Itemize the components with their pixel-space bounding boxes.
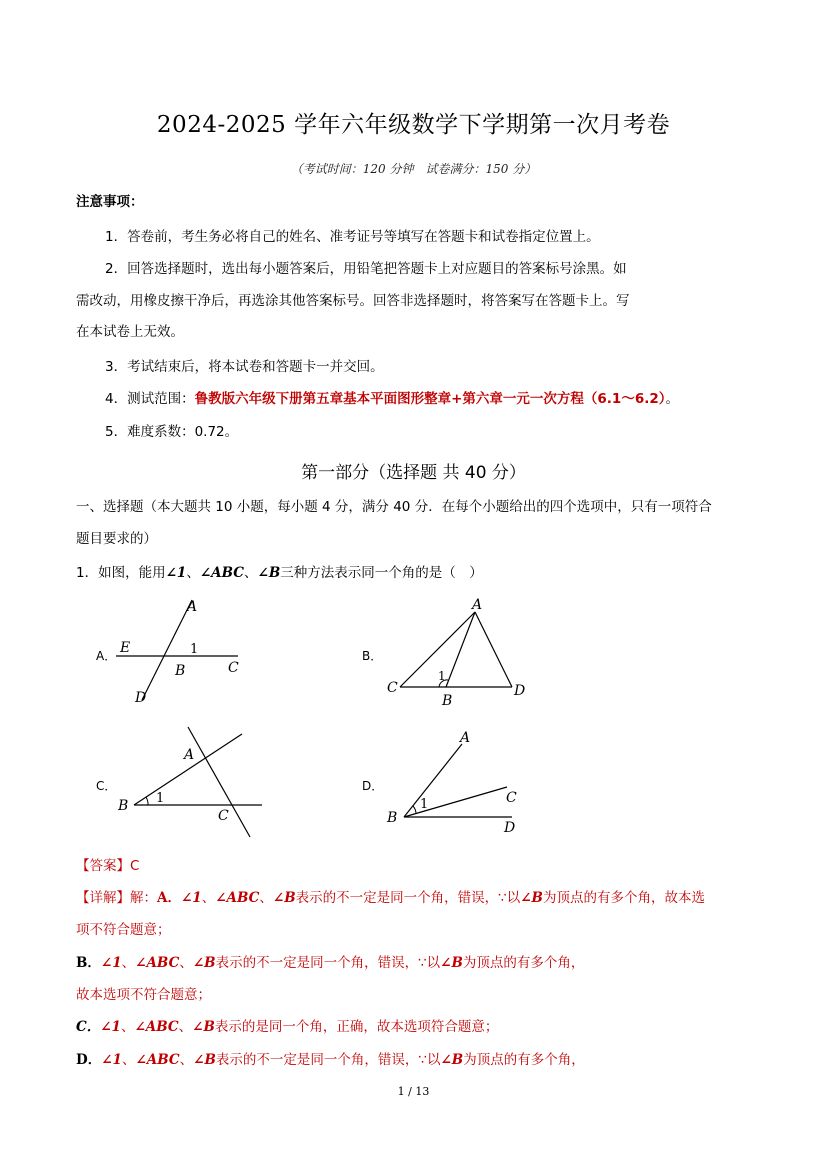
sep: 、	[121, 955, 136, 971]
answer-label: 【答案】C	[76, 858, 140, 874]
detail-mid: 表示的不一定是同一个角，错误，∵以	[295, 890, 521, 906]
sep: 、	[201, 890, 216, 906]
sep: 、	[178, 1019, 193, 1035]
notice-item-2-cont: 需改动，用橡皮擦干净后，再选涂其他答案标号。回答非选择题时，将答案写在答题卡上。写	[76, 293, 630, 309]
answer-detail-line5	[76, 1017, 498, 1037]
q1-sep: 、	[244, 565, 258, 581]
angle-1: ∠1	[100, 1019, 121, 1035]
figure-c	[112, 722, 272, 842]
notice-item-4	[105, 389, 679, 409]
q1-angle-1: ∠1	[165, 565, 187, 581]
figure-d	[382, 722, 532, 842]
angle-abc: ∠ABC	[135, 955, 180, 971]
angle-b: ∠B	[192, 955, 216, 971]
angle-b: ∠B	[272, 890, 296, 906]
svg-text:C: C	[387, 680, 398, 696]
svg-text:E: E	[120, 640, 131, 656]
notice-item-4-prefix: 4．测试范围：	[105, 391, 195, 407]
answer-detail-line6	[76, 1050, 585, 1070]
svg-text:A: A	[460, 730, 471, 746]
option-b-label: B．	[362, 649, 383, 663]
figure-a	[110, 595, 250, 710]
svg-text:A: A	[184, 747, 195, 763]
svg-text:1: 1	[438, 669, 446, 683]
page-number: 1 / 13	[397, 1085, 430, 1098]
section-title: 第一部分（选择题 共 40 分）	[301, 463, 526, 483]
angle-b: ∠B	[192, 1019, 215, 1035]
svg-text:1: 1	[420, 797, 429, 812]
notice-item-1: 1．答卷前，考生务必将自己的姓名、准考证号等填写在答题卡和试卷指定位置上。	[105, 229, 600, 245]
notice-item-3: 3．考试结束后，将本试卷和答题卡一并交回。	[105, 359, 384, 375]
angle-1: ∠1	[100, 955, 122, 971]
detail-mid: 表示的是同一个角，正确，故本选项符合题意；	[214, 1019, 499, 1035]
svg-text:1: 1	[190, 642, 199, 657]
option-d-label: D．	[362, 779, 384, 793]
answer-detail-line3	[76, 953, 584, 973]
angle-b: ∠B	[440, 955, 463, 971]
svg-text:D: D	[514, 683, 526, 699]
detail-label: 【详解】	[76, 890, 130, 906]
notice-item-2: 2．回答选择题时，选出每小题答案后，用铅笔把答题卡上对应题目的答案标号涂黑。如	[105, 261, 627, 277]
option-c-label: C．	[96, 779, 117, 793]
test-range: 鲁教版六年级下册第五章基本平面图形整章+第六章一元一次方程（6.1～6.2）	[194, 391, 666, 407]
option-d-ref: D．	[76, 1052, 102, 1068]
page-title: 2024-2025 学年六年级数学下学期第一次月考卷	[156, 112, 671, 138]
angle-abc: ∠ABC	[134, 1019, 179, 1035]
svg-text:A: A	[187, 599, 198, 615]
option-a-label: A．	[96, 649, 117, 663]
option-b-ref: B．	[76, 955, 101, 971]
notice-heading: 注意事项：	[76, 194, 144, 210]
option-a-ref: A．	[157, 890, 181, 906]
answer-detail-line1	[76, 888, 705, 908]
q1-angle-b: ∠B	[257, 565, 281, 581]
svg-text:A: A	[472, 597, 483, 613]
detail-prefix: 解：	[130, 890, 157, 906]
angle-b: ∠B	[440, 1052, 464, 1068]
angle-1: ∠1	[101, 1052, 122, 1068]
svg-text:1: 1	[156, 791, 165, 806]
notice-item-2-end: 在本试卷上无效。	[76, 324, 184, 340]
q1-angle-abc: ∠ABC	[199, 565, 245, 581]
detail-mid: 表示的不一定是同一个角，错误，∵以	[215, 955, 441, 971]
angle-1: ∠1	[180, 890, 202, 906]
svg-text:B: B	[387, 810, 398, 826]
option-c-ref: C．	[76, 1019, 101, 1035]
notice-item-5: 5．难度系数：0.72。	[105, 424, 239, 440]
sep: 、	[179, 1052, 194, 1068]
svg-text:B: B	[442, 693, 453, 709]
detail-end: 为顶点的有多个角，	[462, 955, 585, 971]
svg-text:C: C	[228, 660, 239, 676]
sep: 、	[121, 1052, 136, 1068]
svg-text:B: B	[175, 663, 186, 679]
svg-text:C: C	[218, 808, 229, 824]
section-intro-line2: 题目要求的）	[76, 531, 157, 547]
question-1-stem	[76, 563, 483, 583]
sep: 、	[120, 1019, 135, 1035]
answer-detail-line2: 项不符合题意；	[76, 922, 171, 938]
q1-prefix: 1．如图，能用	[76, 565, 166, 581]
angle-abc: ∠ABC	[135, 1052, 180, 1068]
detail-end: 为顶点的有多个角，故本选	[542, 890, 705, 906]
detail-end: 为顶点的有多个角，	[463, 1052, 585, 1068]
figure-b	[382, 595, 532, 710]
svg-text:B: B	[118, 798, 129, 814]
q1-sep: 、	[186, 565, 200, 581]
svg-text:D: D	[135, 690, 147, 706]
detail-mid: 表示的不一定是同一个角，错误，∵以	[215, 1052, 441, 1068]
answer-detail-line4: 故本选项不符合题意；	[76, 987, 211, 1003]
section-intro-line1: 一、选择题（本大题共 10 小题，每小题 4 分，满分 40 分．在每个小题给出的四个选项中，只有一项符合	[76, 499, 712, 515]
angle-b: ∠B	[520, 890, 543, 906]
sep: 、	[259, 890, 273, 906]
q1-suffix: 三种方法表示同一个角的是（ ）	[280, 565, 483, 581]
svg-text:C: C	[506, 790, 517, 806]
angle-abc: ∠ABC	[215, 890, 260, 906]
svg-text:D: D	[504, 820, 516, 836]
sep: 、	[179, 955, 193, 971]
angle-b: ∠B	[193, 1052, 216, 1068]
exam-info: （考试时间：120 分钟 试卷满分：150 分）	[290, 162, 537, 176]
notice-item-4-suffix: 。	[665, 391, 679, 407]
